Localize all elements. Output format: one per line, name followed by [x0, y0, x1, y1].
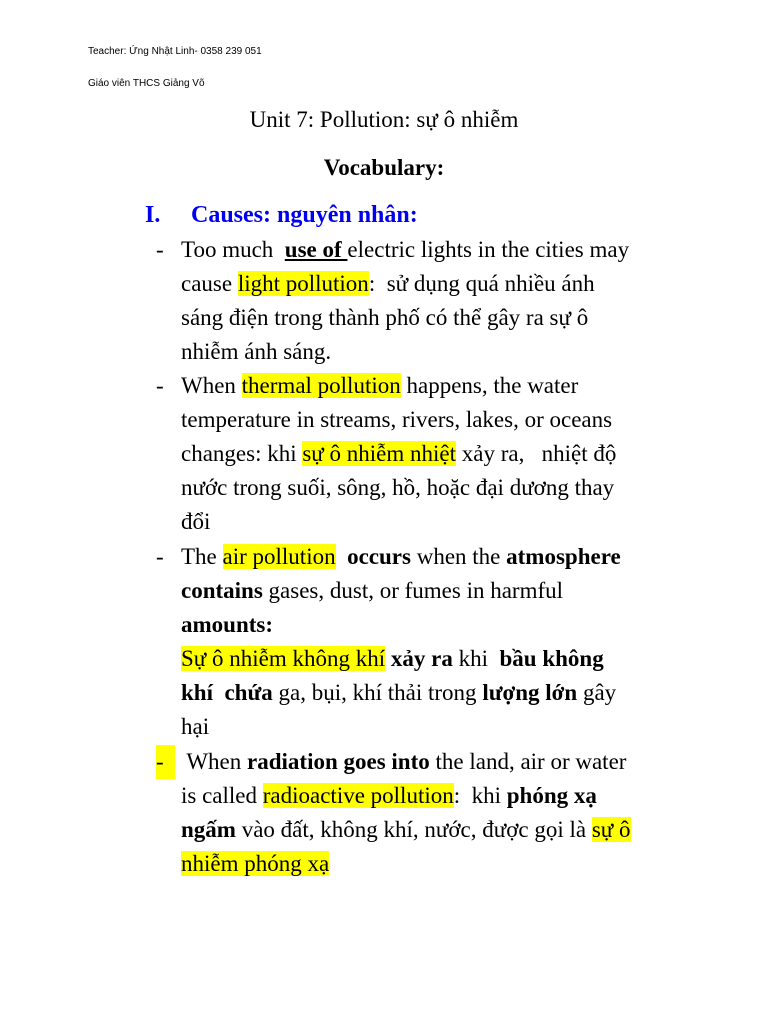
text-span: happens, the water: [400, 373, 579, 398]
text-span: When: [181, 373, 242, 398]
page-title: Unit 7: Pollution: sự ô nhiễm: [249, 107, 519, 132]
text-span: when the: [410, 544, 507, 569]
item1-dash: -: [156, 237, 164, 262]
item3-line5: [181, 676, 616, 710]
item2-line1: [181, 369, 578, 403]
text-span: : khi: [453, 783, 507, 808]
item1-line2: [181, 267, 595, 301]
section-title: Causes: nguyên nhân:: [191, 202, 418, 228]
item4-line4: [181, 847, 329, 881]
keyword-phong-xa: phóng xạ: [506, 783, 597, 808]
school-info: Giáo viên THCS Giảng Võ: [88, 78, 205, 89]
item1-line1: [181, 233, 629, 267]
item4-line1: [181, 745, 626, 779]
text-span: the land, air or water: [429, 749, 627, 774]
highlight-su-o: sự ô: [591, 817, 631, 842]
highlight-su-o-nhiem-khong-khi: Sự ô nhiễm không khí: [181, 646, 386, 671]
highlight-light-pollution: light pollution: [237, 271, 369, 296]
text-span: is called: [181, 783, 263, 808]
item3-line6: hại: [181, 714, 210, 739]
item4-line3: [181, 813, 631, 847]
highlight-su-o-nhiem-nhiet: sự ô nhiễm nhiệt: [302, 441, 457, 466]
keyword-khi-chua: khí chứa: [181, 680, 273, 705]
text-span: gases, dust, or fumes in harmful: [262, 578, 564, 603]
text-span: Too much: [181, 237, 285, 262]
item1-line3: sáng điện trong thành phố có thể gây ra sự ô: [181, 305, 589, 330]
text-span: khi: [452, 646, 500, 671]
keyword-ngam: ngấm: [181, 817, 236, 842]
item3-line2: [181, 574, 563, 608]
keyword-bau-khong: bầu không: [499, 646, 604, 671]
item3-line4: [181, 642, 604, 676]
text-span: The: [181, 544, 223, 569]
item3-dash: -: [156, 544, 164, 569]
item2-line5: đổi: [181, 509, 211, 534]
keyword-contains: contains: [181, 578, 263, 603]
highlight-air-pollution: air pollution: [222, 544, 336, 569]
text-span: electric lights in the cities may: [347, 237, 630, 262]
text-span: : sử dụng quá nhiều ánh: [368, 271, 595, 296]
text-span: xảy ra, nhiệt độ: [456, 441, 617, 466]
vocabulary-heading: Vocabulary:: [323, 155, 445, 180]
text-span: cause: [181, 271, 238, 296]
text-span: changes: khi: [181, 441, 303, 466]
keyword-use-of: use of: [284, 237, 348, 262]
item4-line2: [181, 779, 597, 813]
keyword-radiation-goes-into: radiation goes into: [247, 749, 430, 774]
item4-dash: -: [156, 745, 175, 779]
text-span: When: [181, 749, 248, 774]
highlight-nhiem-phong-xa: nhiễm phóng xạ: [181, 851, 330, 876]
keyword-luong-lon: lượng lớn: [482, 680, 578, 705]
section-heading: [145, 199, 418, 231]
text-span: gây: [577, 680, 617, 705]
item2-line4: nước trong suối, sông, hồ, hoặc đại dương thay: [181, 475, 615, 500]
item2-dash: -: [156, 373, 164, 398]
item2-line3: [181, 437, 616, 471]
keyword-occurs: occurs: [335, 544, 411, 569]
highlight-radioactive-pollution: radioactive pollution: [262, 783, 454, 808]
text-span: ga, bụi, khí thải trong: [272, 680, 483, 705]
item3-line3: amounts:: [181, 612, 274, 637]
highlight-thermal-pollution: thermal pollution: [241, 373, 401, 398]
text-span: vào đất, không khí, nước, được gọi là: [235, 817, 592, 842]
item3-line1: [181, 540, 621, 574]
item1-line4: nhiễm ánh sáng.: [181, 339, 332, 364]
teacher-info: Teacher: Ứng Nhật Linh- 0358 239 051: [88, 46, 262, 57]
item2-line2: temperature in streams, rivers, lakes, or oceans: [181, 407, 613, 432]
keyword-atmosphere: atmosphere: [506, 544, 621, 569]
keyword-xay-ra: xảy ra: [385, 646, 453, 671]
section-number: I.: [145, 202, 161, 228]
